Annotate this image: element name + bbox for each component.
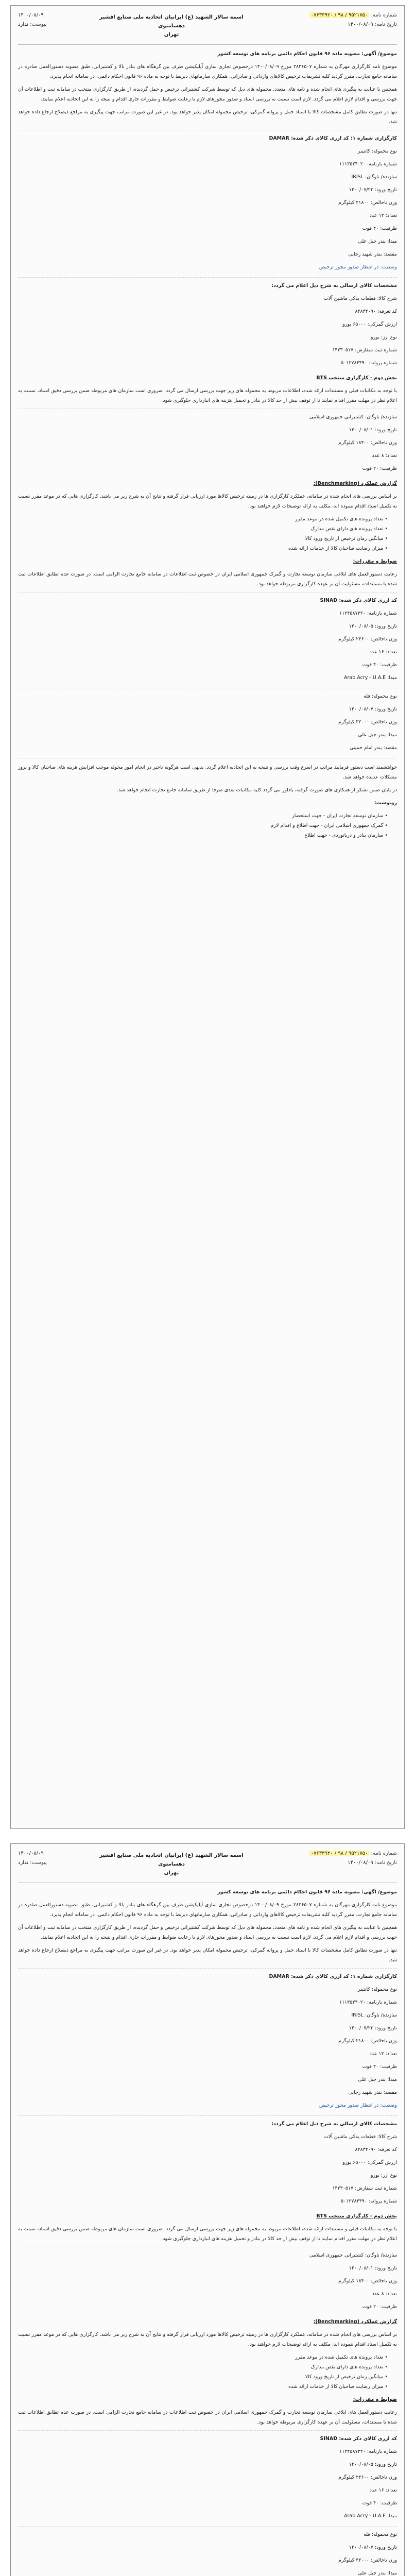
- paragraph: بر اساس بررسی های انجام شده در سامانه، عملکرد کارگزاری ها در زمینه ترخیص کالاها مورد ارزیابی قرار گرفته و نتایج آن به شرح زیر می باشد. کارگزاری هایی که در موعد مقرر نسبت به تکمیل اسناد اقدام ننموده اند، مکلف به ارائه توضیحات لازم خواهند بود.: [18, 2332, 397, 2347]
- goods-title: مشخصات کالای ارسالی به شرح ذیل اعلام می گردد:: [271, 2121, 397, 2127]
- goods-block: [18, 277, 397, 368]
- shipment-block: [18, 2430, 397, 2521]
- attachment-label: پیوست:: [30, 1860, 47, 1866]
- letter-number: ۹۵۲۱۷۵۰ / ۹۸ / ۰۷۶۳۳۹۲۰: [309, 1851, 370, 1856]
- letter-sheet-copy: [10, 1843, 405, 2576]
- paragraph: همچنین با عنایت به پیگیری های انجام شده و نامه های متعدد، محموله های ذیل که توسط شرکت کشتیرانی ترخیص و حمل گردیده، از طریق کارگزاری منتخب در سامانه ثبت و اطلاعات آن جهت بررسی و اقدام لازم اعلام می گردد. لازم است نسبت به بررسی اسناد و صدور مجوزهای لازم با رعایت ضوابط و مقررات جاری اقدام و نتیجه را به این اتحادیه اعلام نمایند.: [18, 87, 397, 102]
- section-title: ضوابط و مقررات:: [353, 558, 397, 564]
- goods-field: نوع ارز: یورو: [370, 334, 397, 340]
- paragraph: بر اساس بررسی های انجام شده در سامانه، عملکرد کارگزاری ها در زمینه ترخیص کالاها مورد ارزیابی قرار گرفته و نتایج آن به شرح زیر می باشد. کارگزاری هایی که در موعد مقرر نسبت به تکمیل اسناد اقدام ننموده اند، مکلف به ارائه توضیحات لازم خواهند بود.: [18, 494, 397, 509]
- section-title: بخش دوم - کارگزاری منتخب BTS: [316, 375, 397, 381]
- letter-meta-left: [18, 1849, 80, 1868]
- goods-field: کد تعرفه: ۸۴۸۳۴۰۹۰: [355, 309, 397, 314]
- goods-block: [18, 2115, 397, 2206]
- goods-field: شرح کالا: قطعات یدکی ماشین آلات: [323, 296, 397, 301]
- shipment-block: [18, 409, 397, 473]
- paragraph: موضوع نامه کارگزاری مهرگان به شماره ۲۸۳۶۵۰۷ مورخ ۱۴۰۰/۰۸/۰۹ درخصوص تجاری سازی آپلیکیشن ظرف بین گرهگاه های بنادر بالا و کشتیرانی، طبق مصوبه دستورالعمل صادره در سامانه جامع تجارت، مقرر گردید کلیه تشریفات ترخیص کالاهای وارداتی و صادراتی، همکاری سازمانهای ذیربط با توجه به ماده ۹۶ قانون احکام دائمی، در سامانه انجام پذیرد.: [18, 1902, 397, 1918]
- list-item: • سازمان بنادر و دریانوردی - جهت اطلاع: [18, 831, 388, 840]
- goods-field: ارزش گمرکی: ۶۵۰۰۰ یورو: [342, 321, 397, 327]
- shipment-field: مبدا: Arab Acry - U.A.E: [344, 675, 397, 681]
- shipment-field: شماره بارنامه: ۱۱۲۴۵۸۷۳۲۰: [339, 2449, 397, 2454]
- letter-date-label: تاریخ نامه:: [375, 1860, 397, 1866]
- shipment-block: [18, 130, 397, 272]
- shipment-field: مقصد: بندر شهید رجایی: [348, 2090, 397, 2095]
- letter-meta: [263, 1849, 397, 1868]
- subject-text: مصوبه ماده ۹۶ قانون احکام دائمی برنامه های توسعه کشور: [217, 51, 360, 57]
- shipment-field: تعداد: ۱۲ عدد: [369, 213, 397, 218]
- shipment-field: وزن ناخالص: ۱۸۴۰۰ کیلوگرم: [338, 440, 397, 446]
- shipment-field: وزن ناخالص: ۲۴۶۰۰ کیلوگرم: [338, 2475, 397, 2480]
- shipment-field: تاریخ ورود: ۱۴۰۰/۰۸/۰۵: [349, 2462, 397, 2467]
- shipment-field: شماره بارنامه: ۱۱۱۳۵۲۴۰۲۰: [339, 161, 397, 167]
- shipment-field: ظرفیت: ۴۰ فوت: [362, 2064, 397, 2070]
- list-item: • میانگین زمان ترخیص از تاریخ ورود کالا: [18, 534, 388, 544]
- shipment-block: [18, 2247, 397, 2312]
- shipment-field: نوع محموله: فله: [364, 693, 397, 699]
- shipment-field: تعداد: ۱۶ عدد: [369, 649, 397, 655]
- shipment-field: نوع محموله: کانتینر: [358, 148, 397, 154]
- paragraph: در پایان ضمن تشکر از همکاری های صورت گرفته، یادآور می گردد کلیه مکاتبات بعدی صرفا از طریق سامانه جامع تجارت انجام خواهد شد.: [116, 787, 397, 793]
- organization-title: [94, 11, 249, 39]
- organization-city: تهران: [164, 1870, 179, 1876]
- letter-date-label: تاریخ نامه:: [375, 22, 397, 27]
- shipment-field: تعداد: ۱۲ عدد: [369, 2051, 397, 2057]
- subject-text: مصوبه ماده ۹۶ قانون احکام دائمی برنامه های توسعه کشور: [217, 1889, 360, 1895]
- letter-body: [18, 1883, 397, 2576]
- shipment-field: مقصد: بندر امام خمینی: [350, 745, 397, 751]
- organization-line: اسمه سالار الشهید (ع) ایرانیان اتحادیه ملی صنایع افشیر دهسامتوی: [99, 14, 244, 29]
- shipment-field: شماره بارنامه: ۱۱۲۴۵۸۷۳۲۰: [339, 611, 397, 616]
- shipment-field: تعداد: ۸ عدد: [372, 2291, 397, 2297]
- shipment-field: سازنده/ ناوگان: کشتیرانی جمهوری اسلامی: [309, 2252, 397, 2258]
- shipment-field: ظرفیت: ۴۰ فوت: [362, 662, 397, 668]
- section-title: ضوابط و مقررات:: [353, 2397, 397, 2402]
- shipment-field: ظرفیت: ۲۰ فوت: [362, 466, 397, 471]
- letter-date-left: ۱۴۰۰/۰۸/۰۹: [18, 12, 44, 18]
- shipment-field: ظرفیت: ۲۰ فوت: [362, 2304, 397, 2310]
- shipment-field: تاریخ ورود: ۱۴۰۰/۰۸/۰۷: [349, 2545, 397, 2550]
- shipment-field: تعداد: ۸ عدد: [372, 453, 397, 459]
- shipment-field: نوع محموله: کانتینر: [358, 1987, 397, 1992]
- subject-label: موضوع/ آگهی:: [361, 51, 397, 57]
- shipment-title: کارگزاری شماره ۱: کد ارزی کالای ذکر شده: DAMAR: [269, 1974, 397, 1979]
- list-item: • تعداد پرونده های دارای نقص مدارک: [18, 524, 388, 534]
- letter-number-label: شماره نامه:: [371, 12, 397, 18]
- goods-field: شماره پروانه: ۵۰۱۲۷۸۴۴۹۰: [340, 2198, 397, 2204]
- shipment-status: وضعیت: در انتظار صدور مجوز ترخیص: [319, 264, 397, 270]
- page-gap: [0, 1832, 415, 1842]
- organization-city: تهران: [164, 32, 179, 38]
- shipment-field: وزن ناخالص: ۲۱۸۰۰ کیلوگرم: [338, 2038, 397, 2044]
- list-item: • سازمان توسعه تجارت ایران - جهت استحضار: [18, 811, 388, 821]
- attachment-value: ندارد: [18, 1860, 29, 1866]
- paragraph: رعایت دستورالعمل های ابلاغی سازمان توسعه تجارت و گمرک جمهوری اسلامی ایران در خصوص ثبت اطلاعات در سامانه جامع تجارت الزامی است. در صورت عدم تطابق اطلاعات ثبت شده با مستندات، مسئولیت آن بر عهده کارگزاری مربوطه خواهد بود.: [18, 571, 397, 587]
- section-title: بخش دوم - کارگزاری منتخب BTS: [316, 2213, 397, 2219]
- shipment-field: تعداد: ۱۶ عدد: [369, 2487, 397, 2493]
- shipment-field: شماره بارنامه: ۱۱۱۳۵۲۴۰۲۰: [339, 1999, 397, 2005]
- goods-field: شماره ثبت سفارش: ۱۴۲۳۰۵۱۷: [332, 347, 397, 353]
- shipment-block: [18, 592, 397, 683]
- list-item: • تعداد پرونده های تکمیل شده در موعد مقرر: [18, 2352, 388, 2362]
- paragraph: همچنین با عنایت به پیگیری های انجام شده و نامه های متعدد، محموله های ذیل که توسط شرکت کشتیرانی ترخیص و حمل گردیده، از طریق کارگزاری منتخب در سامانه ثبت و اطلاعات آن جهت بررسی و اقدام لازم اعلام می گردد. لازم است نسبت به بررسی اسناد و صدور مجوزهای لازم با رعایت ضوابط و مقررات جاری اقدام و نتیجه را به این اتحادیه اعلام نمایند.: [18, 1925, 397, 1940]
- benchmark-list: [18, 514, 388, 553]
- attachment-label: پیوست:: [30, 22, 47, 27]
- letter-date: ۱۴۰۰/۰۸/۰۹: [348, 1860, 373, 1866]
- letter-header: [18, 11, 397, 45]
- shipment-field: مبدا: بندر جبل علی: [358, 2077, 397, 2082]
- paragraph: خواهشمند است دستور فرمایید مراتب در اسرع وقت بررسی و نتیجه به این اتحادیه اعلام گردد. بدیهی است هرگونه تاخیر در انجام امور محوله موجب افزایش هزینه های صاحبان کالا و بروز مشکلات عدیده خواهد شد.: [18, 765, 397, 780]
- section-title: گزارش عملکرد (Benchmarking):: [313, 481, 397, 486]
- paragraph: موضوع نامه کارگزاری مهرگان به شماره ۲۸۳۶۵۰۷ مورخ ۱۴۰۰/۰۸/۰۹ درخصوص تجاری سازی آپلیکیشن ظرف بین گرهگاه های بنادر بالا و کشتیرانی، طبق مصوبه دستورالعمل صادره در سامانه جامع تجارت، مقرر گردید کلیه تشریفات ترخیص کالاهای وارداتی و صادراتی، همکاری سازمانهای ذیربط با توجه به ماده ۹۶ قانون احکام دائمی، در سامانه انجام پذیرد.: [18, 64, 397, 79]
- shipment-field: مبدا: Arab Acry - U.A.E: [344, 2513, 397, 2519]
- shipment-block: [18, 688, 397, 753]
- letter-date: ۱۴۰۰/۰۸/۰۹: [348, 22, 373, 27]
- organization-line: اسمه سالار الشهید (ع) ایرانیان اتحادیه ملی صنایع افشیر دهسامتوی: [99, 1853, 244, 1867]
- paragraph: رعایت دستورالعمل های ابلاغی سازمان توسعه تجارت و گمرک جمهوری اسلامی ایران در خصوص ثبت اطلاعات در سامانه جامع تجارت الزامی است. در صورت عدم تطابق اطلاعات ثبت شده با مستندات، مسئولیت آن بر عهده کارگزاری مربوطه خواهد بود.: [18, 2410, 397, 2425]
- letter-date-left: ۱۴۰۰/۰۸/۰۹: [18, 1851, 44, 1856]
- letter-number-label: شماره نامه:: [371, 1851, 397, 1856]
- list-item: • تعداد پرونده های دارای نقص مدارک: [18, 2362, 388, 2372]
- shipment-field: تاریخ ورود: ۱۴۰۰/۰۸/۰۱: [349, 2265, 397, 2271]
- goods-field: شماره پروانه: ۵۰۱۲۷۸۴۴۹۰: [340, 360, 397, 366]
- organization-title: [94, 1849, 249, 1877]
- letter-header: [18, 1849, 397, 1883]
- shipment-field: مبدا: بندر جبل علی: [358, 732, 397, 738]
- shipment-field: تاریخ ورود: ۱۴۰۰/۰۸/۰۵: [349, 623, 397, 629]
- shipment-field: مبدا: بندر جبل علی: [358, 239, 397, 244]
- goods-field: ارزش گمرکی: ۶۵۰۰۰ یورو: [342, 2160, 397, 2165]
- shipment-title: کارگزاری شماره ۱: کد ارزی کالای ذکر شده: DAMAR: [269, 135, 397, 141]
- letter-meta: [263, 11, 397, 29]
- list-item: • تعداد پرونده های تکمیل شده در موعد مقرر: [18, 514, 388, 524]
- shipment-field: وزن ناخالص: ۳۲۰۰۰ کیلوگرم: [338, 2557, 397, 2563]
- shipment-field: تاریخ ورود: ۱۴۰۰/۰۷/۲۳: [349, 187, 397, 193]
- list-item: • میزان رضایت صاحبان کالا از خدمات ارائه شده: [18, 544, 388, 553]
- goods-title: مشخصات کالای ارسالی به شرح ذیل اعلام می گردد:: [271, 283, 397, 289]
- paragraph: تنها در صورت تطابق کامل مشخصات کالا با اسناد حمل و پروانه گمرکی، ترخیص محموله امکان پذیر خواهد بود. در غیر این صورت مراتب جهت پیگیری به مراجع ذیصلاح ارجاع داده خواهد شد.: [18, 1947, 397, 1963]
- shipment-title: کد ارزی کالای ذکر شده: SINAD: [320, 598, 397, 603]
- shipment-field: وزن ناخالص: ۲۴۶۰۰ کیلوگرم: [338, 636, 397, 642]
- letter-body: [18, 45, 397, 840]
- subject-label: موضوع/ آگهی:: [361, 1889, 397, 1895]
- shipment-field: تاریخ ورود: ۱۴۰۰/۰۸/۰۷: [349, 706, 397, 712]
- shipment-field: وزن ناخالص: ۳۲۰۰۰ کیلوگرم: [338, 719, 397, 725]
- letter-sheet: [10, 5, 405, 1829]
- shipment-field: تاریخ ورود: ۱۴۰۰/۰۷/۲۳: [349, 2025, 397, 2031]
- list-item: • گمرک جمهوری اسلامی ایران - جهت اطلاع و اقدام لازم: [18, 821, 388, 831]
- section-title: گزارش عملکرد (Benchmarking):: [313, 2319, 397, 2325]
- shipment-field: سازنده/ ناوگان: IRISL: [351, 2012, 397, 2018]
- paragraph: با توجه به مکاتبات قبلی و مستندات ارائه شده، اطلاعات مربوط به محموله های زیر جهت بررسی ارسال می گردد. ضروری است سازمان های مربوطه ضمن بررسی دقیق اسناد، نسبت به اعلام نظر در مهلت مقرر اقدام نمایند تا از توقف بیش از حد کالا در بنادر و تحمیل هزینه های انبارداری جلوگیری شود.: [18, 388, 397, 403]
- letter-meta-left: [18, 11, 80, 29]
- shipment-field: تاریخ ورود: ۱۴۰۰/۰۸/۰۱: [349, 427, 397, 433]
- shipment-field: وزن ناخالص: ۱۸۴۰۰ کیلوگرم: [338, 2278, 397, 2284]
- attachment-value: ندارد: [18, 22, 29, 27]
- list-item: • میزان رضایت صاحبان کالا از خدمات ارائه شده: [18, 2382, 388, 2392]
- paragraph: با توجه به مکاتبات قبلی و مستندات ارائه شده، اطلاعات مربوط به محموله های زیر جهت بررسی ارسال می گردد. ضروری است سازمان های مربوطه ضمن بررسی دقیق اسناد، نسبت به اعلام نظر در مهلت مقرر اقدام نمایند تا از توقف بیش از حد کالا در بنادر و تحمیل هزینه های انبارداری جلوگیری شود.: [18, 2226, 397, 2242]
- cc-label: رونوشت:: [374, 800, 397, 806]
- goods-field: شماره ثبت سفارش: ۱۴۲۳۰۵۱۷: [332, 2185, 397, 2191]
- shipment-field: سازنده/ ناوگان: کشتیرانی جمهوری اسلامی: [309, 414, 397, 420]
- shipment-field: مبدا: بندر جبل علی: [358, 2570, 397, 2576]
- goods-field: نوع ارز: یورو: [370, 2173, 397, 2178]
- list-item: • میانگین زمان ترخیص از تاریخ ورود کالا: [18, 2372, 388, 2382]
- paragraph: تنها در صورت تطابق کامل مشخصات کالا با اسناد حمل و پروانه گمرکی، ترخیص محموله امکان پذیر خواهد بود. در غیر این صورت مراتب جهت پیگیری به مراجع ذیصلاح ارجاع داده خواهد شد.: [18, 109, 397, 125]
- shipment-field: نوع محموله: فله: [364, 2532, 397, 2537]
- letter-number: ۹۵۲۱۷۵۰ / ۹۸ / ۰۷۶۳۳۹۲۰: [309, 12, 370, 18]
- goods-field: شرح کالا: قطعات یدکی ماشین آلات: [323, 2134, 397, 2140]
- shipment-status: وضعیت: در انتظار صدور مجوز ترخیص: [319, 2103, 397, 2108]
- goods-field: کد تعرفه: ۸۴۸۳۴۰۹۰: [355, 2147, 397, 2153]
- benchmark-list: [18, 2352, 388, 2392]
- shipment-field: مقصد: بندر شهید رجایی: [348, 251, 397, 257]
- shipment-field: وزن ناخالص: ۲۱۸۰۰ کیلوگرم: [338, 200, 397, 206]
- shipment-block: [18, 2526, 397, 2576]
- shipment-field: سازنده/ ناوگان: IRISL: [351, 174, 397, 180]
- cc-list: [18, 811, 388, 840]
- shipment-block: [18, 1968, 397, 2110]
- shipment-title: کد ارزی کالای ذکر شده: SINAD: [320, 2436, 397, 2442]
- shipment-field: ظرفیت: ۴۰ فوت: [362, 2500, 397, 2506]
- shipment-field: ظرفیت: ۴۰ فوت: [362, 226, 397, 231]
